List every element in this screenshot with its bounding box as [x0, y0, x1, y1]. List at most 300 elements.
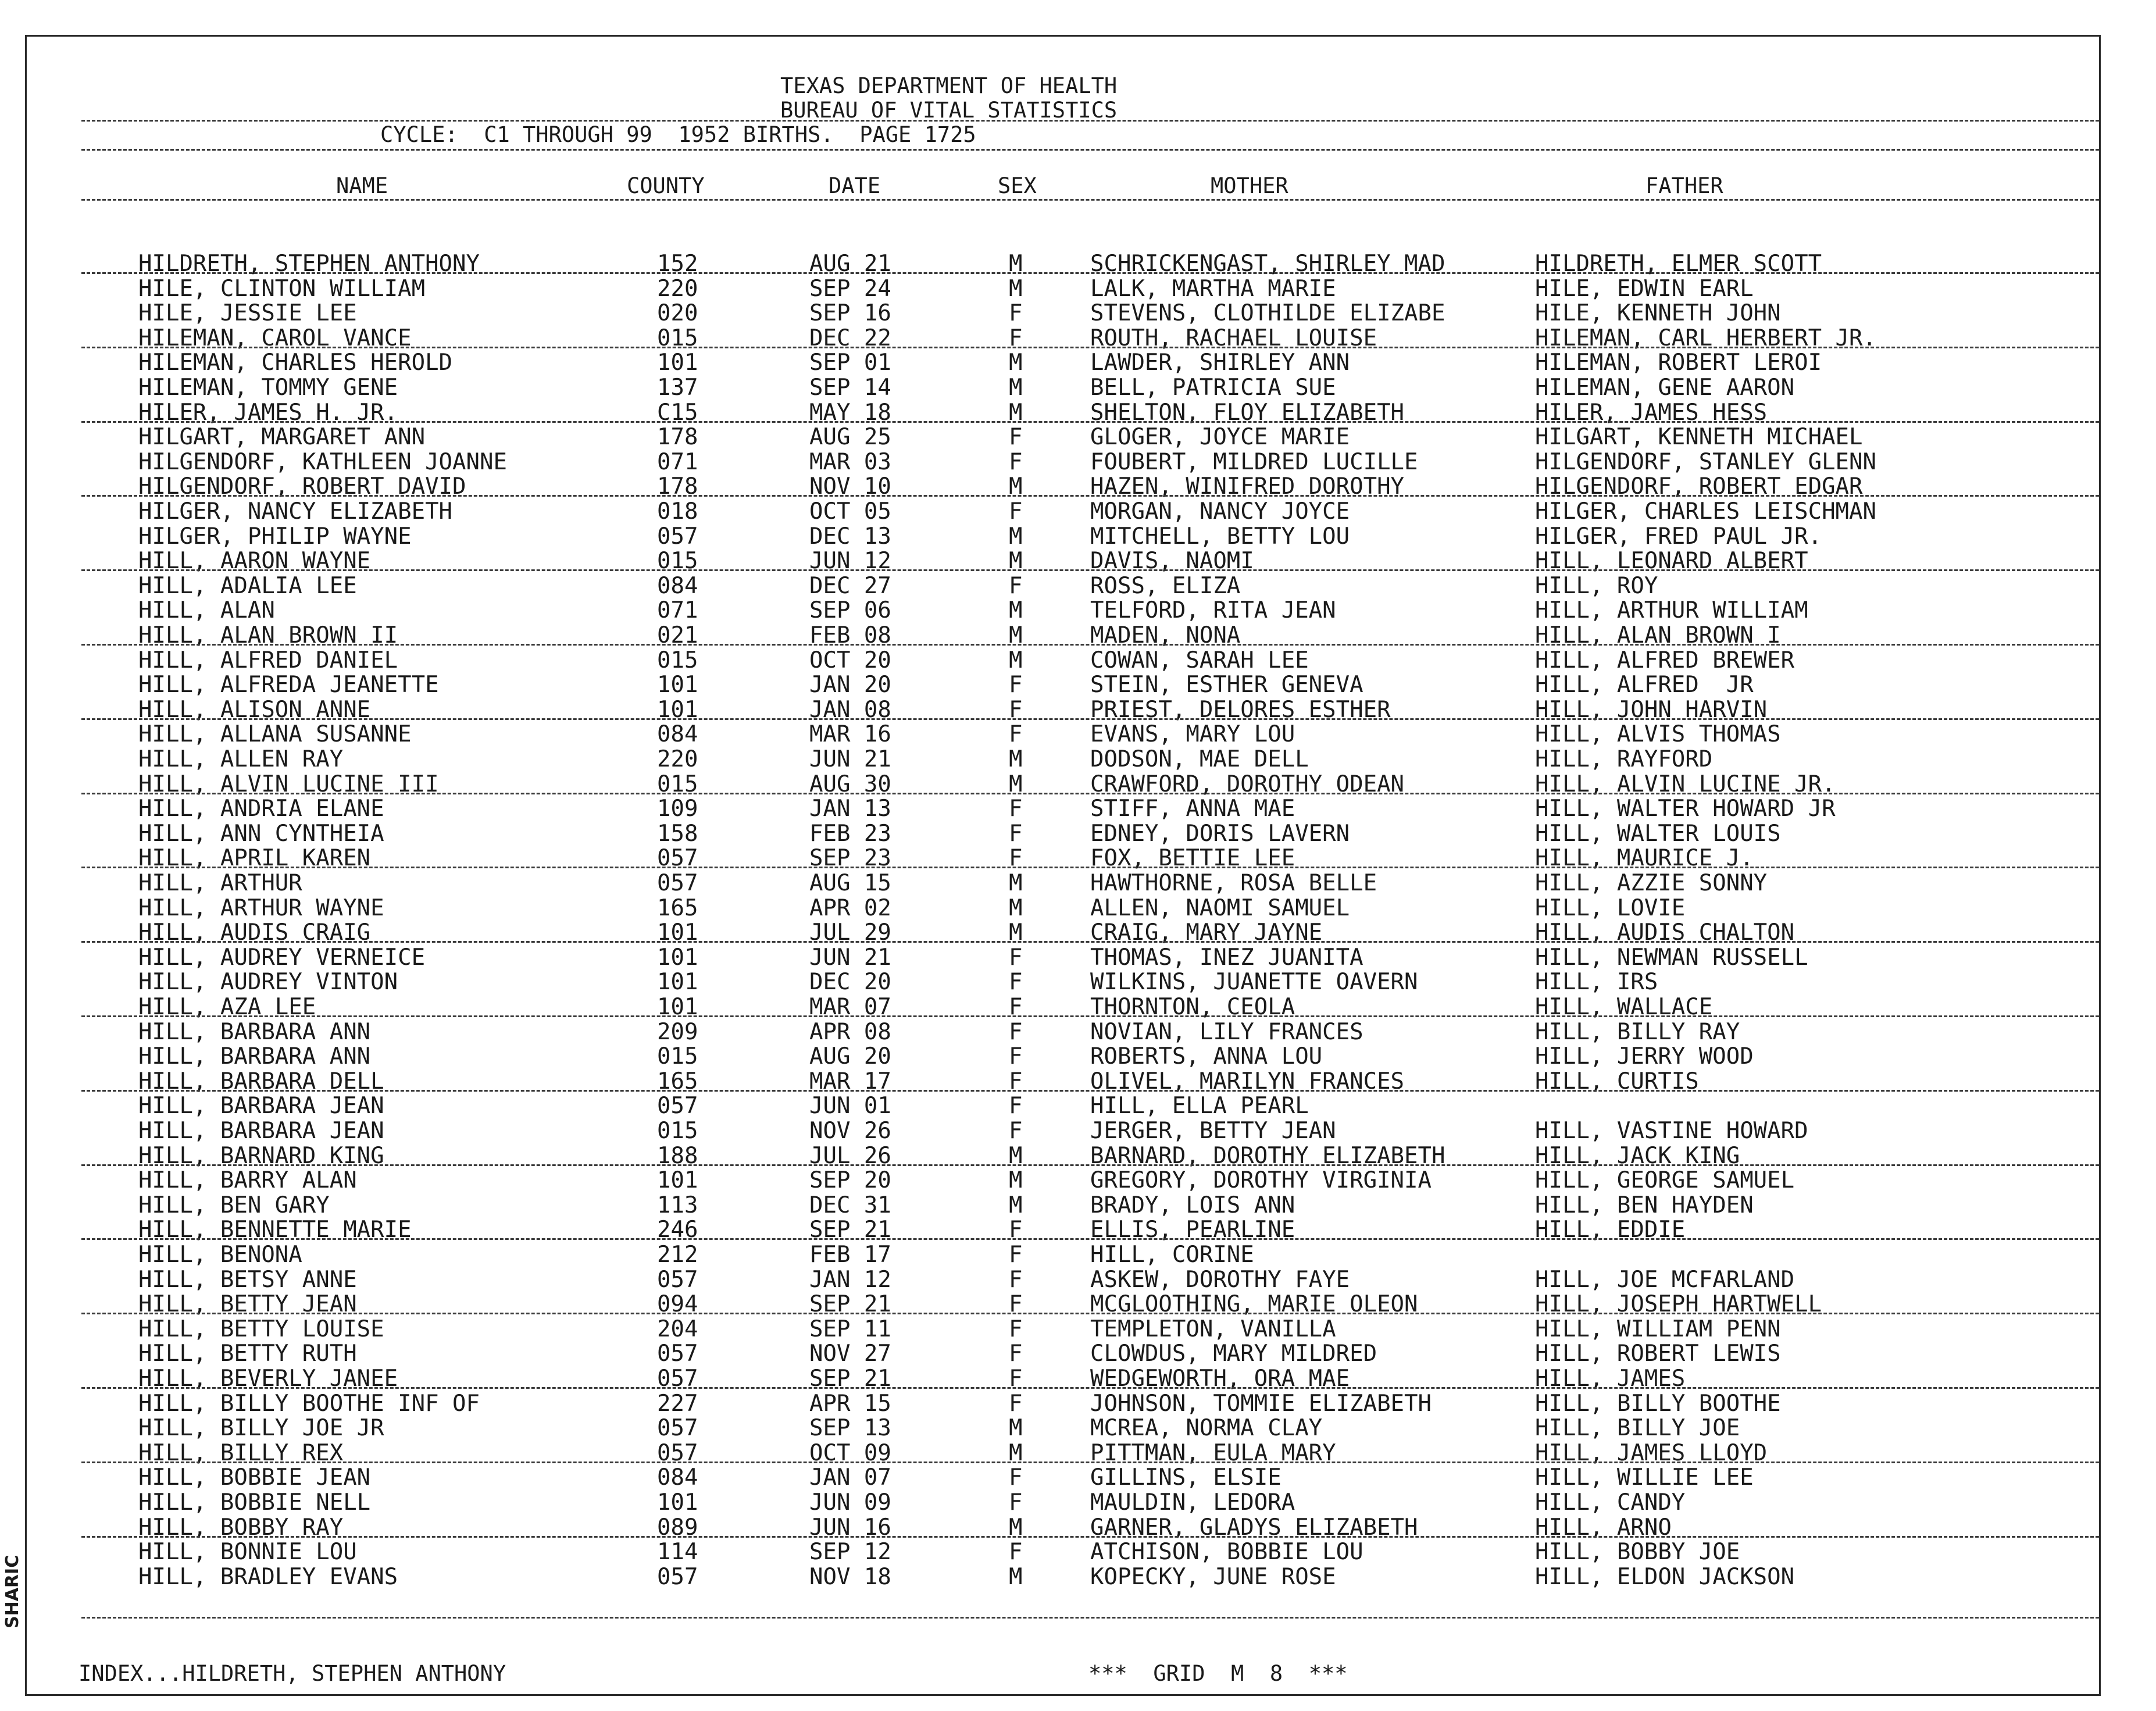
cycle-line: CYCLE: C1 THROUGH 99 1952 BIRTHS. PAGE 1725: [380, 122, 976, 147]
cell-date: FEB 08: [809, 622, 891, 648]
divider: [81, 1617, 2099, 1619]
cell-sex: F: [1009, 845, 1023, 872]
cell-father: HILL, GEORGE SAMUEL: [1535, 1167, 1795, 1194]
cell-date: FEB 23: [809, 820, 891, 847]
cell-father: HILL, ALVIN LUCINE JR.: [1535, 771, 1836, 797]
cell-sex: F: [1009, 1390, 1023, 1417]
cell-county: 101: [657, 696, 698, 723]
cell-name: HILL, ALISON ANNE: [138, 696, 371, 723]
cell-sex: F: [1009, 696, 1023, 723]
cell-father: HILL, ARTHUR WILLIAM: [1535, 597, 1808, 624]
cell-sex: M: [1009, 275, 1023, 302]
cell-sex: F: [1009, 1291, 1023, 1318]
cell-mother: PITTMAN, EULA MARY: [1090, 1439, 1336, 1466]
cell-county: 015: [657, 325, 698, 351]
cell-father: HILL, VASTINE HOWARD: [1535, 1118, 1808, 1144]
cell-county: 114: [657, 1539, 698, 1566]
table-row: [0, 796, 2156, 821]
cell-date: JUN 21: [809, 746, 891, 772]
cell-sex: F: [1009, 1489, 1023, 1516]
cell-county: 057: [657, 1366, 698, 1392]
cell-county: 084: [657, 721, 698, 748]
cell-name: HILL, BOBBIE JEAN: [138, 1464, 371, 1491]
table-row: [0, 1242, 2156, 1267]
cell-date: SEP 16: [809, 300, 891, 327]
table-row: [0, 450, 2156, 475]
cell-mother: CRAWFORD, DOROTHY ODEAN: [1090, 771, 1405, 797]
cell-date: OCT 05: [809, 498, 891, 525]
cell-mother: LALK, MARTHA MARIE: [1090, 275, 1336, 302]
cell-name: HILL, BETTY RUTH: [138, 1341, 357, 1367]
cell-county: 015: [657, 771, 698, 797]
cell-county: 246: [657, 1217, 698, 1243]
cell-county: 057: [657, 1341, 698, 1367]
table-row: [0, 1093, 2156, 1118]
cell-date: JUN 12: [809, 548, 891, 575]
cell-mother: MITCHELL, BETTY LOU: [1090, 523, 1350, 550]
cell-mother: WEDGEWORTH, ORA MAE: [1090, 1366, 1350, 1392]
cell-sex: F: [1009, 1341, 1023, 1367]
table-row: [0, 648, 2156, 673]
cell-mother: STEIN, ESTHER GENEVA: [1090, 672, 1363, 698]
cell-county: 094: [657, 1291, 698, 1318]
cell-date: AUG 15: [809, 870, 891, 896]
table-row: [0, 1416, 2156, 1441]
side-label: SHARIC: [2, 1555, 23, 1628]
cell-mother: THOMAS, INEZ JUANITA: [1090, 944, 1363, 971]
table-row: [0, 573, 2156, 598]
cell-sex: M: [1009, 894, 1023, 921]
cell-date: NOV 18: [809, 1563, 891, 1590]
cell-sex: M: [1009, 350, 1023, 376]
cell-father: HILGART, KENNETH MICHAEL: [1535, 424, 1863, 451]
cell-date: MAR 07: [809, 994, 891, 1020]
col-header-sex: SEX: [998, 173, 1037, 198]
cell-mother: CRAIG, MARY JAYNE: [1090, 919, 1323, 946]
col-header-county: COUNTY: [627, 173, 705, 198]
cell-name: HILL, BARBARA JEAN: [138, 1118, 384, 1144]
cell-sex: M: [1009, 1415, 1023, 1442]
cell-name: HILL, BETTY JEAN: [138, 1291, 357, 1318]
table-row: [0, 1391, 2156, 1416]
cell-sex: F: [1009, 1093, 1023, 1120]
cell-father: HILL, JACK KING: [1535, 1142, 1740, 1169]
cell-name: HILGART, MARGARET ANN: [138, 424, 426, 451]
cell-date: AUG 30: [809, 771, 891, 797]
cell-mother: FOX, BETTIE LEE: [1090, 845, 1295, 872]
cell-name: HILL, ALAN BROWN II: [138, 622, 398, 648]
cell-date: SEP 20: [809, 1167, 891, 1194]
cell-father: HILL, JERRY WOOD: [1535, 1043, 1754, 1070]
table-row: [0, 1193, 2156, 1218]
cell-date: JAN 08: [809, 696, 891, 723]
cell-mother: NOVIAN, LILY FRANCES: [1090, 1018, 1363, 1045]
cell-mother: ALLEN, NAOMI SAMUEL: [1090, 894, 1350, 921]
cell-date: APR 15: [809, 1390, 891, 1417]
cell-name: HILGENDORF, KATHLEEN JOANNE: [138, 448, 507, 475]
cell-county: 165: [657, 894, 698, 921]
cell-sex: M: [1009, 1167, 1023, 1194]
table-row: [0, 672, 2156, 697]
table-row: [0, 425, 2156, 450]
cell-name: HILL, BETTY LOUISE: [138, 1316, 384, 1342]
cell-mother: CLOWDUS, MARY MILDRED: [1090, 1341, 1377, 1367]
cell-county: 101: [657, 969, 698, 996]
table-row: [0, 524, 2156, 549]
row-divider: [81, 1090, 2099, 1092]
cell-county: 084: [657, 572, 698, 599]
cell-mother: SHELTON, FLOY ELIZABETH: [1090, 399, 1405, 426]
cell-county: 101: [657, 672, 698, 698]
cell-name: HILL, AUDIS CRAIG: [138, 919, 371, 946]
cell-county: 057: [657, 1093, 698, 1120]
cell-mother: PRIEST, DELORES ESTHER: [1090, 696, 1391, 723]
cell-name: HILL, ALVIN LUCINE III: [138, 771, 439, 797]
row-divider: [81, 421, 2099, 423]
cell-mother: MCREA, NORMA CLAY: [1090, 1415, 1323, 1442]
cell-name: HILL, ARTHUR: [138, 870, 302, 896]
cell-name: HILL, AUDREY VERNEICE: [138, 944, 426, 971]
cell-county: 089: [657, 1514, 698, 1541]
cell-county: 165: [657, 1068, 698, 1095]
cell-name: HILL, AARON WAYNE: [138, 548, 371, 575]
cell-sex: M: [1009, 746, 1023, 772]
cell-name: HILGER, NANCY ELIZABETH: [138, 498, 453, 525]
cell-date: SEP 11: [809, 1316, 891, 1342]
cell-sex: F: [1009, 1118, 1023, 1144]
cell-mother: FOUBERT, MILDRED LUCILLE: [1090, 448, 1418, 475]
table-row: [0, 1465, 2156, 1490]
cell-date: JUN 16: [809, 1514, 891, 1541]
cell-mother: SCHRICKENGAST, SHIRLEY MAD: [1090, 251, 1445, 277]
table-row: [0, 969, 2156, 994]
cell-date: OCT 20: [809, 647, 891, 673]
row-divider: [81, 1238, 2099, 1240]
cell-father: HILL, BOBBY JOE: [1535, 1539, 1740, 1566]
table-row: [0, 896, 2156, 921]
cell-county: 158: [657, 820, 698, 847]
cell-sex: F: [1009, 300, 1023, 327]
cell-county: 178: [657, 473, 698, 500]
cell-date: MAR 17: [809, 1068, 891, 1095]
cell-name: HILGER, PHILIP WAYNE: [138, 523, 412, 550]
cell-county: 204: [657, 1316, 698, 1342]
cell-father: HILGER, CHARLES LEISCHMAN: [1535, 498, 1876, 525]
row-divider: [81, 644, 2099, 646]
cell-date: SEP 06: [809, 597, 891, 624]
cell-date: MAR 16: [809, 721, 891, 748]
cell-father: HILEMAN, ROBERT LEROI: [1535, 350, 1822, 376]
cell-sex: F: [1009, 1043, 1023, 1070]
cell-father: HILL, BILLY RAY: [1535, 1018, 1740, 1045]
row-divider: [81, 272, 2099, 274]
cell-father: HILL, AUDIS CHALTON: [1535, 919, 1795, 946]
cell-date: MAY 18: [809, 399, 891, 426]
cell-county: 015: [657, 1118, 698, 1144]
cell-name: HILL, BENNETTE MARIE: [138, 1217, 412, 1243]
cell-father: HILL, RAYFORD: [1535, 746, 1713, 772]
cell-father: HILE, KENNETH JOHN: [1535, 300, 1781, 327]
cell-father: HILL, ALFRED BREWER: [1535, 647, 1795, 673]
cell-mother: OLIVEL, MARILYN FRANCES: [1090, 1068, 1405, 1095]
cell-county: 101: [657, 944, 698, 971]
cell-name: HILL, AZA LEE: [138, 994, 316, 1020]
cell-sex: F: [1009, 1068, 1023, 1095]
cell-county: 220: [657, 746, 698, 772]
cell-sex: F: [1009, 820, 1023, 847]
cell-date: AUG 21: [809, 251, 891, 277]
cell-sex: F: [1009, 572, 1023, 599]
cell-name: HILL, AUDREY VINTON: [138, 969, 398, 996]
cell-sex: F: [1009, 672, 1023, 698]
cell-date: APR 08: [809, 1018, 891, 1045]
cell-name: HILL, ALLEN RAY: [138, 746, 344, 772]
cell-name: HILE, JESSIE LEE: [138, 300, 357, 327]
cell-county: 209: [657, 1018, 698, 1045]
cell-name: HILL, BILLY REX: [138, 1439, 344, 1466]
cell-date: JAN 13: [809, 796, 891, 822]
row-divider: [81, 1015, 2099, 1017]
divider: [81, 120, 2099, 122]
cell-name: HILL, ALFRED DANIEL: [138, 647, 398, 673]
cell-mother: COWAN, SARAH LEE: [1090, 647, 1309, 673]
cell-county: 101: [657, 350, 698, 376]
cell-sex: F: [1009, 424, 1023, 451]
cell-father: HILL, BILLY BOOTHE: [1535, 1390, 1781, 1417]
cell-sex: F: [1009, 1366, 1023, 1392]
divider: [81, 199, 2099, 201]
row-divider: [81, 718, 2099, 720]
cell-mother: LAWDER, SHIRLEY ANN: [1090, 350, 1350, 376]
cell-sex: M: [1009, 771, 1023, 797]
cell-county: C15: [657, 399, 698, 426]
cell-mother: TELFORD, RITA JEAN: [1090, 597, 1336, 624]
cell-sex: F: [1009, 1539, 1023, 1566]
cell-father: HILL, ALFRED JR: [1535, 672, 1754, 698]
cell-name: HILL, ADALIA LEE: [138, 572, 357, 599]
table-row: [0, 871, 2156, 896]
cell-name: HILEMAN, TOMMY GENE: [138, 375, 398, 401]
cell-name: HILDRETH, STEPHEN ANTHONY: [138, 251, 480, 277]
cell-date: SEP 24: [809, 275, 891, 302]
table-row: [0, 945, 2156, 970]
table-row: [0, 1490, 2156, 1515]
cell-mother: MAULDIN, LEDORA: [1090, 1489, 1295, 1516]
cell-sex: F: [1009, 994, 1023, 1020]
cell-county: 018: [657, 498, 698, 525]
cell-father: HILL, LEONARD ALBERT: [1535, 548, 1808, 575]
cell-date: DEC 27: [809, 572, 891, 599]
table-row: [0, 1118, 2156, 1143]
cell-date: AUG 20: [809, 1043, 891, 1070]
cell-date: JUN 09: [809, 1489, 891, 1516]
cell-county: 057: [657, 523, 698, 550]
cell-county: 084: [657, 1464, 698, 1491]
cell-name: HILL, BARBARA ANN: [138, 1043, 371, 1070]
cell-date: SEP 21: [809, 1217, 891, 1243]
cell-mother: EDNEY, DORIS LAVERN: [1090, 820, 1350, 847]
cell-county: 212: [657, 1242, 698, 1268]
cell-mother: TEMPLETON, VANILLA: [1090, 1316, 1336, 1342]
cell-father: HILL, MAURICE J.: [1535, 845, 1754, 872]
cell-sex: F: [1009, 1464, 1023, 1491]
cell-county: 057: [657, 1266, 698, 1293]
cell-sex: F: [1009, 325, 1023, 351]
header-line-2: BUREAU OF VITAL STATISTICS: [780, 98, 1118, 123]
cell-county: 101: [657, 1167, 698, 1194]
cell-date: JUL 29: [809, 919, 891, 946]
cell-sex: F: [1009, 969, 1023, 996]
table-row: [0, 1267, 2156, 1292]
cell-mother: GILLINS, ELSIE: [1090, 1464, 1282, 1491]
col-header-mother: MOTHER: [1211, 173, 1288, 198]
cell-date: FEB 17: [809, 1242, 891, 1268]
cell-mother: GREGORY, DOROTHY VIRGINIA: [1090, 1167, 1432, 1194]
cell-father: HILEMAN, CARL HERBERT JR.: [1535, 325, 1876, 351]
cell-father: HILL, WALTER LOUIS: [1535, 820, 1781, 847]
header-line-1: TEXAS DEPARTMENT OF HEALTH: [780, 73, 1118, 98]
table-row: [0, 1564, 2156, 1589]
cell-name: HILEMAN, CAROL VANCE: [138, 325, 412, 351]
cell-father: HILL, WALTER HOWARD JR: [1535, 796, 1836, 822]
cell-name: HILL, BOBBIE NELL: [138, 1489, 371, 1516]
cell-sex: M: [1009, 1563, 1023, 1590]
cell-county: 057: [657, 870, 698, 896]
cell-father: HILL, CURTIS: [1535, 1068, 1699, 1095]
col-header-name: NAME: [336, 173, 388, 198]
cell-date: NOV 26: [809, 1118, 891, 1144]
cell-name: HILL, APRIL KAREN: [138, 845, 371, 872]
table-row: [0, 375, 2156, 400]
cell-date: JUL 26: [809, 1142, 891, 1169]
cell-county: 113: [657, 1192, 698, 1218]
row-divider: [81, 793, 2099, 794]
cell-name: HILL, BILLY BOOTHE INF OF: [138, 1390, 480, 1417]
table-row: [0, 499, 2156, 524]
cell-sex: M: [1009, 1192, 1023, 1218]
cell-mother: HILL, CORINE: [1090, 1242, 1254, 1268]
row-divider: [81, 1164, 2099, 1166]
table-row: [0, 1020, 2156, 1045]
cell-mother: KOPECKY, JUNE ROSE: [1090, 1563, 1336, 1590]
cell-mother: GARNER, GLADYS ELIZABETH: [1090, 1514, 1418, 1541]
cell-sex: F: [1009, 721, 1023, 748]
cell-sex: F: [1009, 796, 1023, 822]
cell-date: APR 02: [809, 894, 891, 921]
cell-sex: M: [1009, 523, 1023, 550]
cell-father: HILL, JOHN HARVIN: [1535, 696, 1768, 723]
cell-name: HILE, CLINTON WILLIAM: [138, 275, 426, 302]
cell-name: HILL, BEVERLY JANEE: [138, 1366, 398, 1392]
cell-father: HILL, IRS: [1535, 969, 1658, 996]
cell-mother: BELL, PATRICIA SUE: [1090, 375, 1336, 401]
cell-mother: JOHNSON, TOMMIE ELIZABETH: [1090, 1390, 1432, 1417]
cell-name: HILL, ARTHUR WAYNE: [138, 894, 384, 921]
cell-father: HILL, ALVIS THOMAS: [1535, 721, 1781, 748]
cell-mother: HAZEN, WINIFRED DOROTHY: [1090, 473, 1405, 500]
cell-sex: M: [1009, 919, 1023, 946]
cell-name: HILL, BEN GARY: [138, 1192, 330, 1218]
cell-father: HILL, ELDON JACKSON: [1535, 1563, 1795, 1590]
cell-county: 057: [657, 1415, 698, 1442]
cell-name: HILL, BONNIE LOU: [138, 1539, 357, 1566]
cell-name: HILGENDORF, ROBERT DAVID: [138, 473, 466, 500]
col-header-date: DATE: [829, 173, 881, 198]
cell-name: HILL, BARBARA ANN: [138, 1018, 371, 1045]
cell-date: SEP 14: [809, 375, 891, 401]
cell-mother: STEVENS, CLOTHILDE ELIZABE: [1090, 300, 1445, 327]
cell-sex: M: [1009, 870, 1023, 896]
cell-father: HILL, WILLIE LEE: [1535, 1464, 1754, 1491]
cell-father: HILL, ROY: [1535, 572, 1658, 599]
cell-mother: ROBERTS, ANNA LOU: [1090, 1043, 1323, 1070]
cell-sex: F: [1009, 498, 1023, 525]
cell-county: 021: [657, 622, 698, 648]
cell-mother: WILKINS, JUANETTE OAVERN: [1090, 969, 1418, 996]
row-divider: [81, 941, 2099, 943]
cell-mother: DAVIS, NAOMI: [1090, 548, 1254, 575]
cell-date: DEC 20: [809, 969, 891, 996]
cell-mother: JERGER, BETTY JEAN: [1090, 1118, 1336, 1144]
cell-name: HILL, BARRY ALAN: [138, 1167, 357, 1194]
cell-father: HILL, JOE MCFARLAND: [1535, 1266, 1795, 1293]
cell-name: HILL, ANN CYNTHEIA: [138, 820, 384, 847]
cell-mother: ATCHISON, BOBBIE LOU: [1090, 1539, 1363, 1566]
cell-date: AUG 25: [809, 424, 891, 451]
table-row: [0, 350, 2156, 375]
cell-sex: F: [1009, 1018, 1023, 1045]
cell-date: NOV 27: [809, 1341, 891, 1367]
cell-date: SEP 12: [809, 1539, 891, 1566]
cell-father: HILL, AZZIE SONNY: [1535, 870, 1768, 896]
cell-mother: BRADY, LOIS ANN: [1090, 1192, 1295, 1218]
cell-date: DEC 31: [809, 1192, 891, 1218]
cell-name: HILL, BRADLEY EVANS: [138, 1563, 398, 1590]
cell-county: 220: [657, 275, 698, 302]
cell-sex: M: [1009, 1142, 1023, 1169]
row-divider: [81, 867, 2099, 868]
cell-name: HILL, BOBBY RAY: [138, 1514, 344, 1541]
cell-name: HILL, BETSY ANNE: [138, 1266, 357, 1293]
cell-sex: M: [1009, 375, 1023, 401]
cell-sex: M: [1009, 399, 1023, 426]
cell-name: HILL, ALAN: [138, 597, 275, 624]
cell-father: HILL, JAMES LLOYD: [1535, 1439, 1768, 1466]
table-row: [0, 276, 2156, 301]
cell-county: 071: [657, 448, 698, 475]
row-divider: [81, 347, 2099, 348]
cell-mother: ROUTH, RACHAEL LOUISE: [1090, 325, 1377, 351]
cell-name: HILL, ALFREDA JEANETTE: [138, 672, 439, 698]
cell-father: HILE, EDWIN EARL: [1535, 275, 1754, 302]
cell-county: 057: [657, 845, 698, 872]
cell-mother: THORNTON, CEOLA: [1090, 994, 1295, 1020]
cell-county: 057: [657, 1563, 698, 1590]
cell-date: JUN 21: [809, 944, 891, 971]
cell-sex: M: [1009, 1514, 1023, 1541]
cell-date: SEP 23: [809, 845, 891, 872]
cell-county: 020: [657, 300, 698, 327]
cell-mother: ELLIS, PEARLINE: [1090, 1217, 1295, 1243]
cell-date: JAN 12: [809, 1266, 891, 1293]
cell-sex: M: [1009, 622, 1023, 648]
cell-name: HILL, BARBARA DELL: [138, 1068, 384, 1095]
cell-father: HILL, JOSEPH HARTWELL: [1535, 1291, 1822, 1318]
cell-county: 101: [657, 1489, 698, 1516]
cell-name: HILL, ALLANA SUSANNE: [138, 721, 412, 748]
cell-father: HILL, ALAN BROWN I: [1535, 622, 1781, 648]
cell-date: NOV 10: [809, 473, 891, 500]
